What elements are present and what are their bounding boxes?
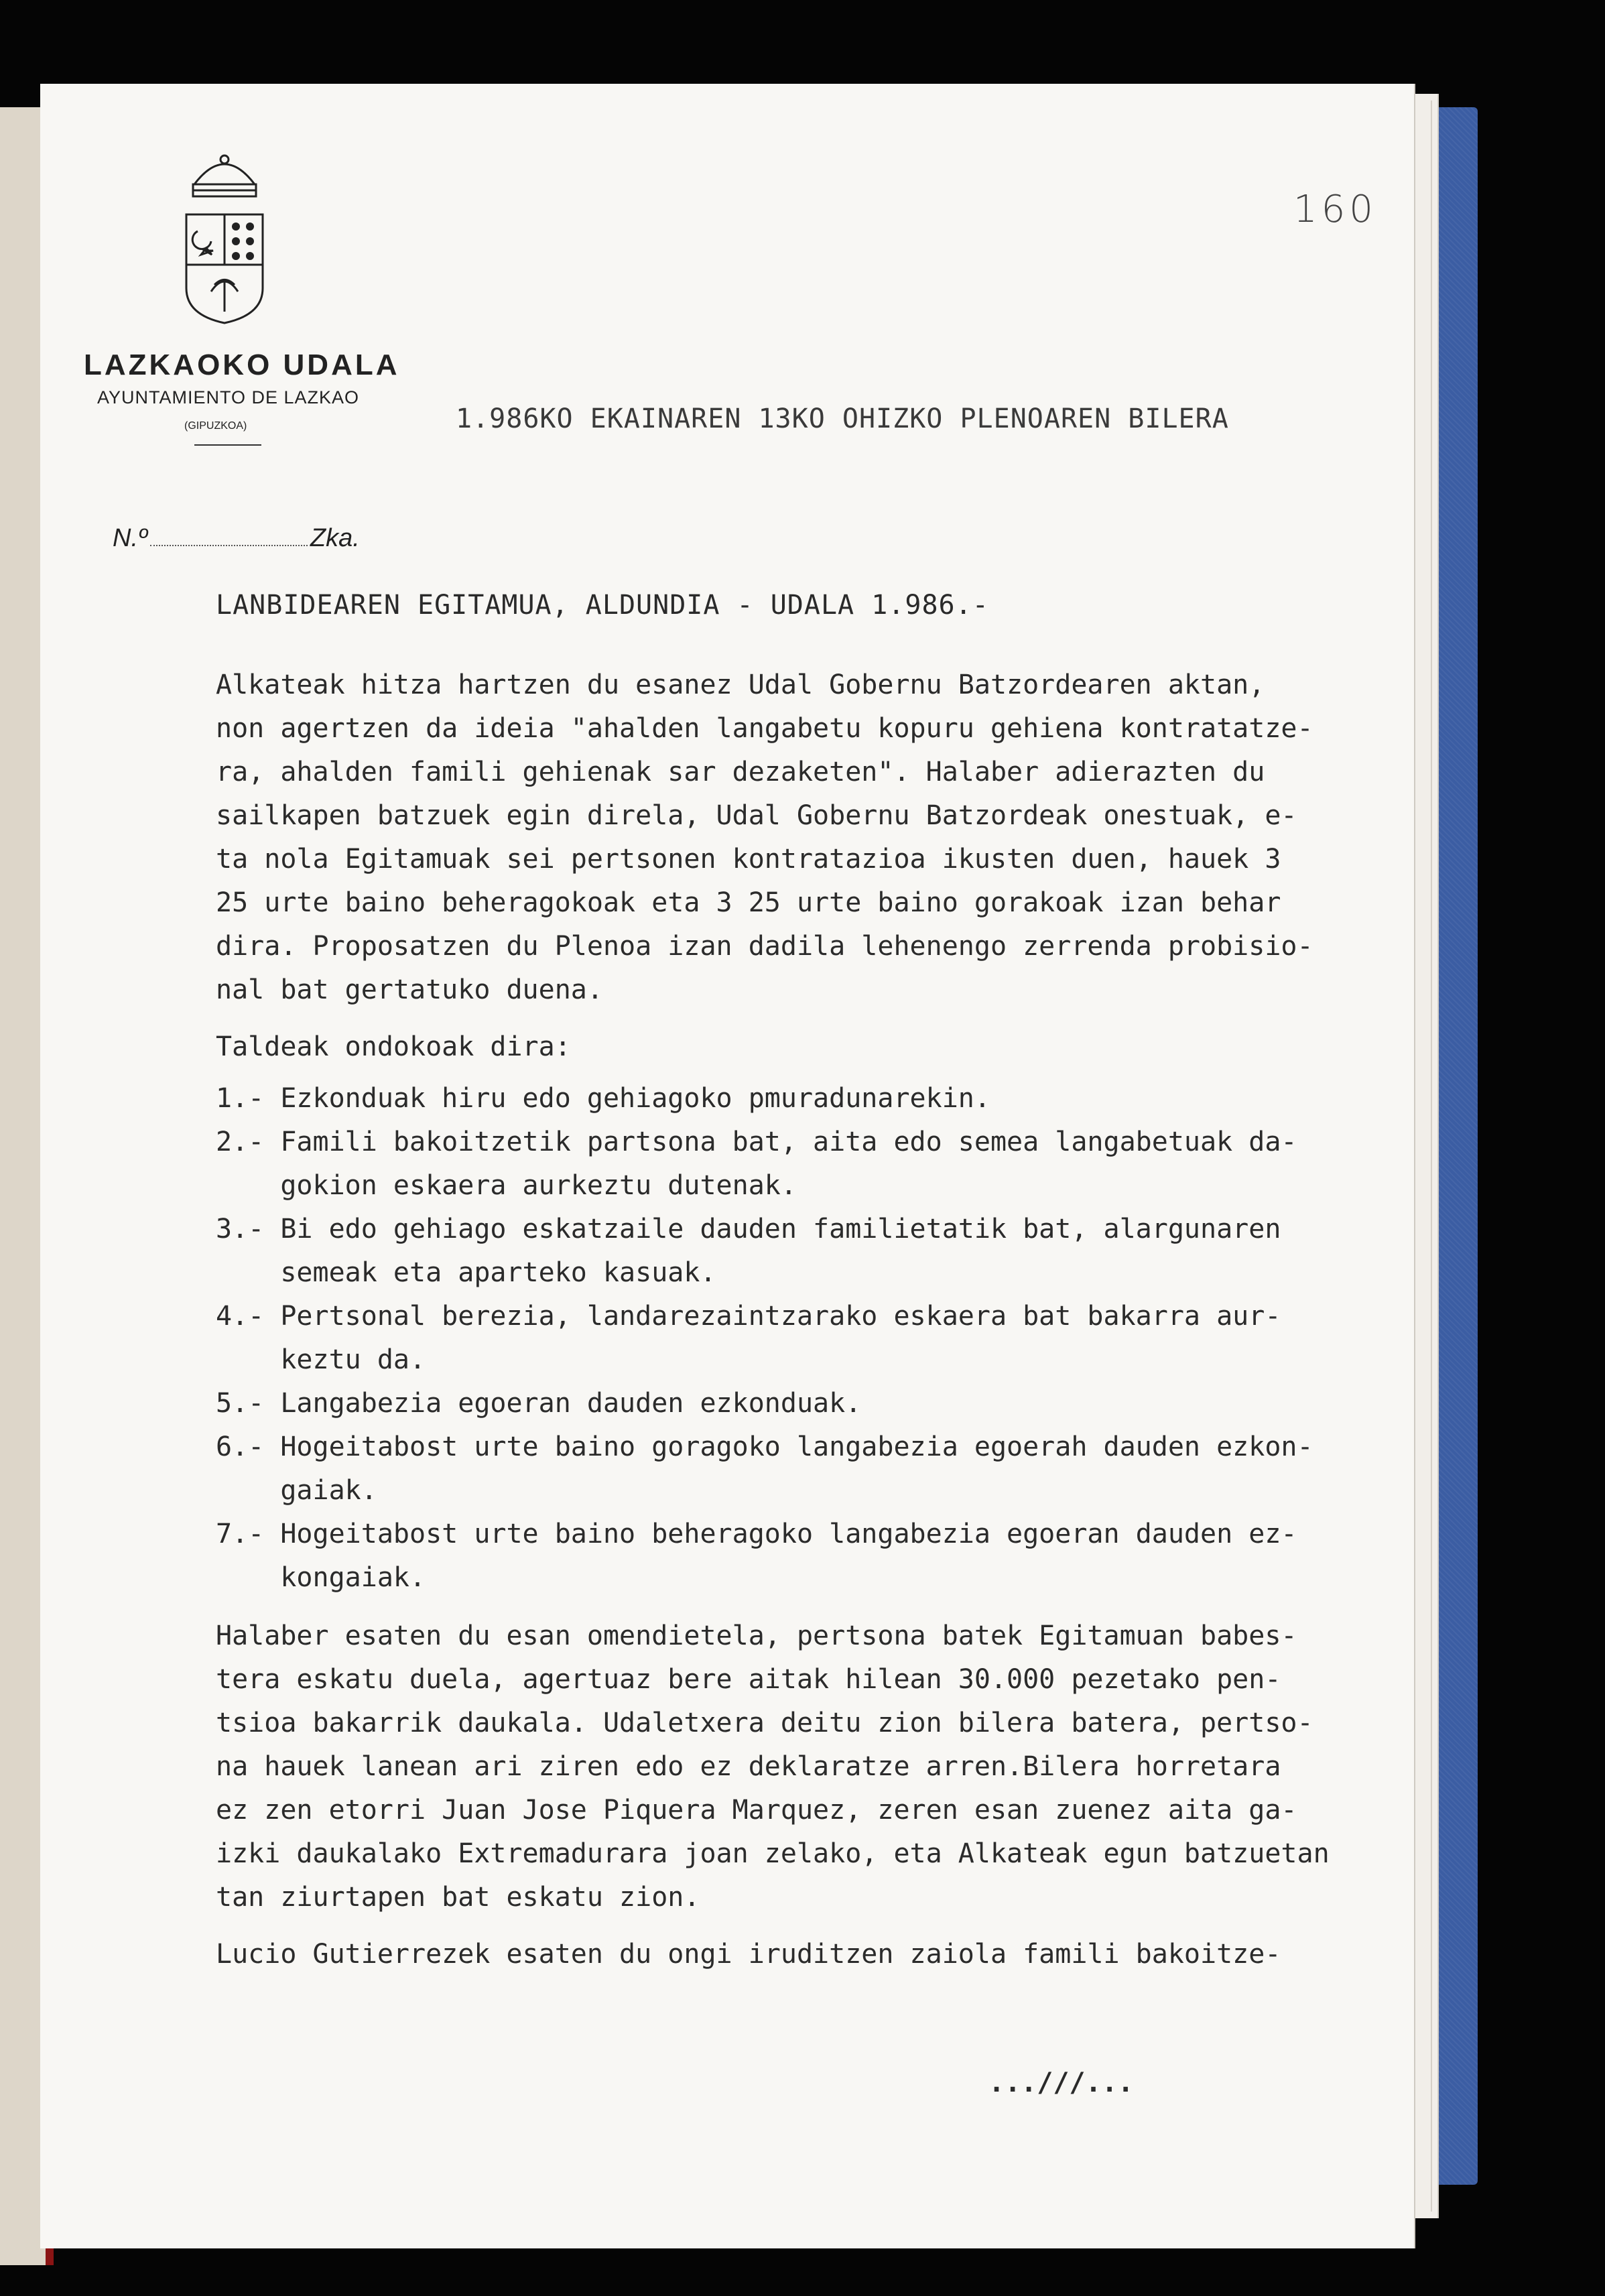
list-item: gaiak. <box>216 1475 377 1506</box>
text-line: ez zen etorri Juan Jose Piquera Marquez, zeren esan zuenez aita ga- <box>216 1795 1297 1826</box>
text-line: sailkapen batzuek egin direla, Udal Gobernu Batzordeak onestuak, e- <box>216 800 1297 831</box>
list-item: 2.- Famili bakoitzetik partsona bat, aita edo semea langabetuak da- <box>216 1127 1297 1157</box>
institution-name: LAZKAOKO UDALA <box>84 348 400 381</box>
number-suffix: Zka. <box>310 524 360 552</box>
text-line: Alkateak hitza hartzen du esanez Udal Gobernu Batzordearen aktan, <box>216 669 1265 700</box>
text-line: tan ziurtapen bat eskatu zion. <box>216 1882 700 1913</box>
page-number: 160 <box>1293 188 1377 231</box>
text-line: Halaber esaten du esan omendietela, pertsona batek Egitamuan babes- <box>216 1620 1297 1651</box>
coat-of-arms-icon <box>174 147 275 342</box>
groups-intro: Taldeak ondokoak dira: <box>216 1031 571 1062</box>
letterhead-rule <box>194 444 261 446</box>
list-item: kongaiak. <box>216 1562 426 1593</box>
number-field <box>113 524 360 553</box>
text-line: izki daukalako Extremadurara joan zelako, eta Alkateak egun batzuetan <box>216 1838 1330 1869</box>
list-item: 3.- Bi edo gehiago eskatzaile dauden familietatik bat, alargunaren <box>216 1214 1281 1245</box>
number-blank <box>150 545 308 546</box>
list-item: 5.- Langabezia egoeran dauden ezkonduak. <box>216 1388 862 1419</box>
province: (GIPUZKOA) <box>184 420 247 432</box>
letterhead <box>40 348 415 446</box>
list-item: 4.- Pertsonal berezia, landarezaintzarako eskaera bat bakarra aur- <box>216 1301 1281 1332</box>
list-item: 6.- Hogeitabost urte baino goragoko langabezia egoerah dauden ezkon- <box>216 1431 1313 1462</box>
list-item: gokion eskaera aurkeztu dutenak. <box>216 1170 797 1201</box>
list-item: keztu da. <box>216 1344 426 1375</box>
text-line: Lucio Gutierrezek esaten du ongi iruditzen zaiola famili bakoitze- <box>216 1939 1281 1970</box>
number-prefix: N.º <box>113 524 147 552</box>
text-line: tsioa bakarrik daukala. Udaletxera deitu zion bilera batera, pertso- <box>216 1708 1313 1738</box>
document-body <box>216 663 1422 1976</box>
text-line: nal bat gertatuko duena. <box>216 974 603 1005</box>
text-line: dira. Proposatzen du Plenoa izan dadila lehenengo zerrenda probisio- <box>216 931 1313 962</box>
list-item: semeak eta aparteko kasuak. <box>216 1257 716 1288</box>
section-title: LANBIDEAREN EGITAMUA, ALDUNDIA - UDALA 1.986.- <box>216 590 989 621</box>
list-item: 7.- Hogeitabost urte baino beheragoko langabezia egoeran dauden ez- <box>216 1519 1297 1549</box>
text-line: tera eskatu duela, agertuaz bere aitak hilean 30.000 pezetako pen- <box>216 1664 1281 1695</box>
text-line: na hauek lanean ari ziren edo ez deklaratze arren.Bilera horretara <box>216 1751 1281 1782</box>
text-line: non agertzen da ideia "ahalden langabetu kopuru gehiena kontratatze- <box>216 713 1313 744</box>
text-line: ra, ahalden famili gehienak sar dezaketen". Halaber adierazten du <box>216 757 1265 787</box>
institution-name-spanish: AYUNTAMIENTO DE LAZKAO <box>97 387 360 407</box>
continuation-mark: ...///... <box>988 2067 1134 2098</box>
text-line: ta nola Egitamuak sei pertsonen kontratazioa ikusten duen, hauek 3 <box>216 844 1281 875</box>
meeting-header: 1.986KO EKAINAREN 13KO OHIZKO PLENOAREN BILERA <box>456 403 1229 434</box>
list-item: 1.- Ezkonduak hiru edo gehiagoko pmuradunarekin. <box>216 1083 990 1114</box>
text-line: 25 urte baino beheragokoak eta 3 25 urte baino gorakoak izan behar <box>216 887 1281 918</box>
